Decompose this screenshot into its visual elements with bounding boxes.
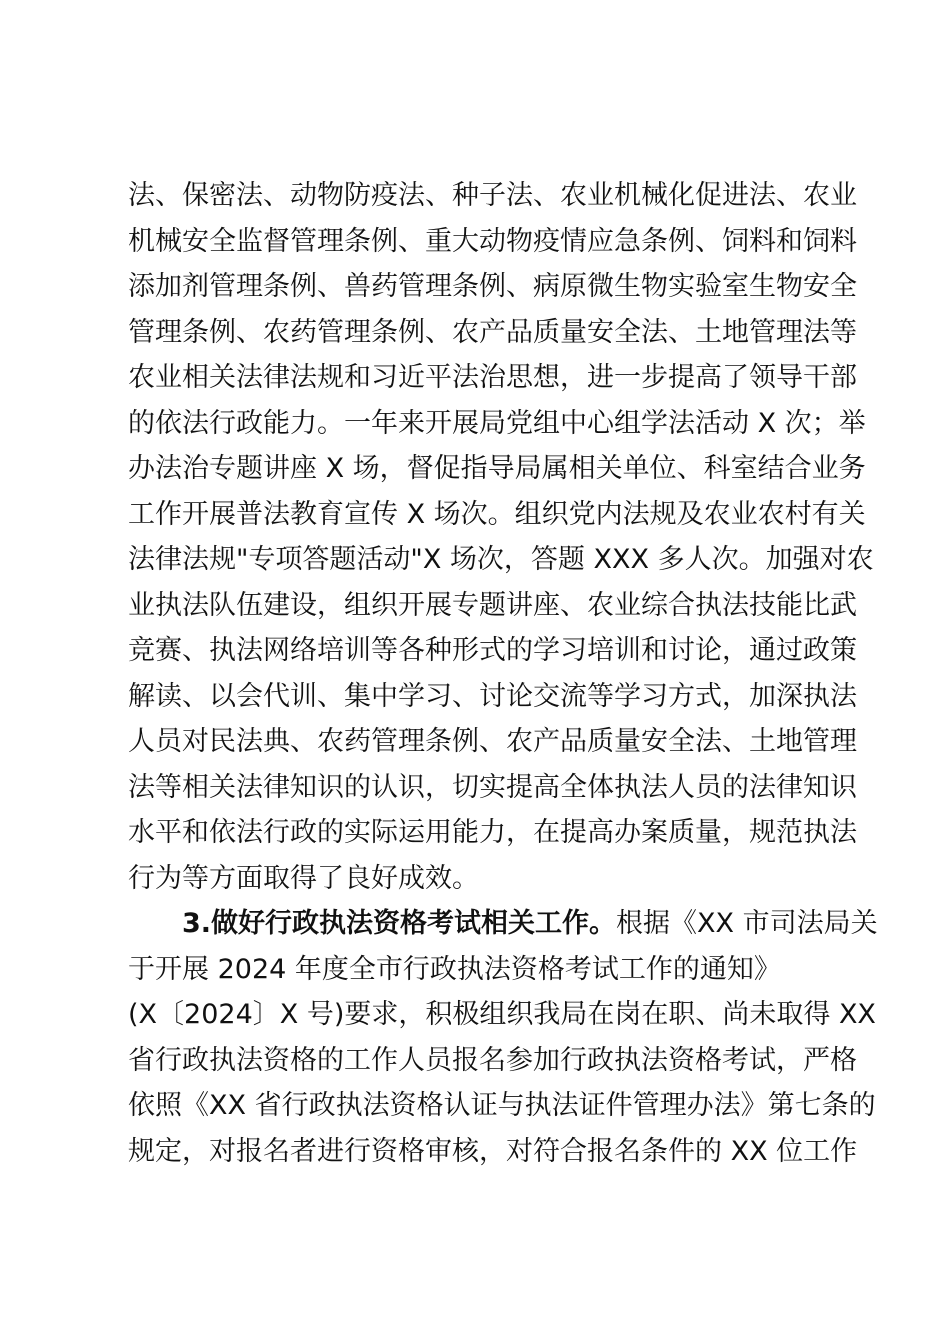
- section-3-line: (X〔2024〕X 号)要求，积极组织我局在岗在职、尚未取得 XX: [128, 999, 876, 1030]
- section-3-first-line-text: 根据《XX 市司法局关: [616, 908, 878, 939]
- paragraph-line: 竞赛、执法网络培训等各种形式的学习培训和讨论，通过政策: [128, 635, 857, 666]
- paragraph-line: 添加剂管理条例、兽药管理条例、病原微生物实验室生物安全: [128, 271, 857, 302]
- paragraph-line: 工作开展普法教育宣传 X 场次。组织党内法规及农业农村有关: [128, 498, 866, 530]
- document-body: [128, 173, 878, 1174]
- paragraph-line: 水平和依法行政的实际运用能力，在提高办案质量，规范执法: [128, 817, 857, 848]
- paragraph-line: 法律法规"专项答题活动"X 场次，答题 XXX 多人次。加强对农: [128, 544, 874, 575]
- paragraph-line: 管理条例、农药管理条例、农产品质量安全法、土地管理法等: [128, 316, 857, 348]
- paragraph-line: 机械安全监督管理条例、重大动物疫情应急条例、饲料和饲料: [128, 225, 857, 257]
- section-3-line: 省行政执法资格的工作人员报名参加行政执法资格考试，严格: [128, 1044, 857, 1076]
- section-3-line: 于开展 2024 年度全市行政执法资格考试工作的通知》: [128, 953, 781, 985]
- paragraph-line: 人员对民法典、农药管理条例、农产品质量安全法、土地管理: [128, 726, 857, 757]
- paragraph-line: 解读、以会代训、集中学习、讨论交流等学习方式，加深执法: [128, 680, 857, 712]
- paragraph-line: 业执法队伍建设，组织开展专题讲座、农业综合执法技能比武: [128, 589, 857, 621]
- paragraph-line: 办法治专题讲座 X 场，督促指导局属相关单位、科室结合业务: [128, 453, 866, 484]
- section-3-line: 规定，对报名者进行资格审核，对符合报名条件的 XX 位工作: [128, 1135, 858, 1167]
- paragraph-line: 法等相关法律知识的认识，切实提高全体执法人员的法律知识: [128, 771, 857, 803]
- paragraph-line: 法、保密法、动物防疫法、种子法、农业机械化促进法、农业: [128, 180, 857, 211]
- paragraph-line: 的依法行政能力。一年来开展局党组中心组学法活动 X 次；举: [128, 407, 866, 439]
- paragraph-line: 行为等方面取得了良好成效。: [128, 862, 479, 894]
- section-3-line: 依照《XX 省行政执法资格认证与执法证件管理办法》第七条的: [128, 1090, 876, 1121]
- section-3-heading: 3.做好行政执法资格考试相关工作。: [182, 908, 617, 939]
- section-3-first-line: [128, 901, 878, 947]
- paragraph-line: 农业相关法律法规和习近平法治思想，进一步提高了领导干部: [128, 362, 857, 393]
